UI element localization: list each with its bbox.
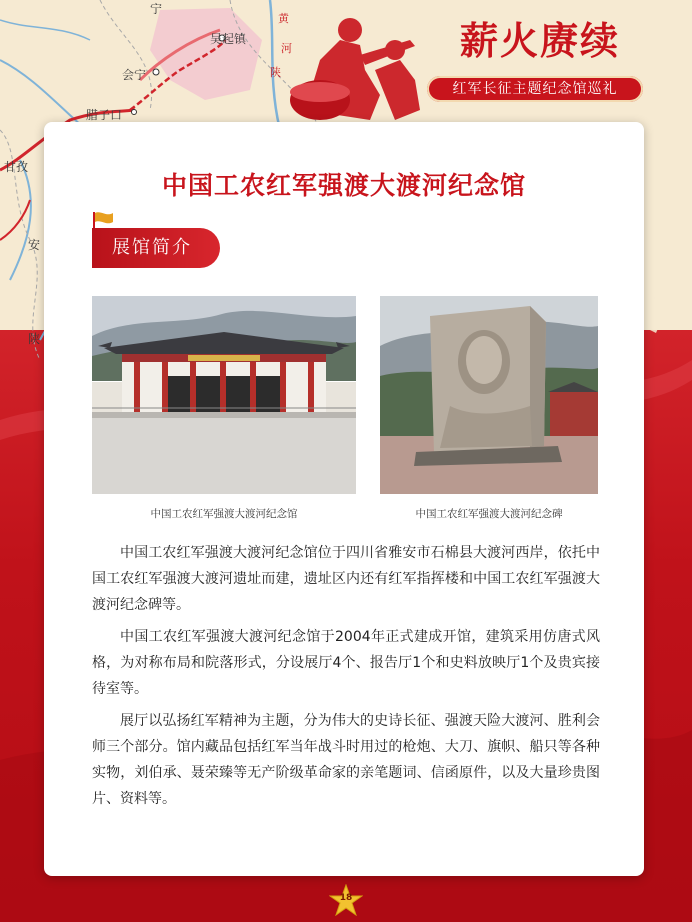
monument-photo (380, 296, 598, 494)
paragraph: 展厅以弘扬红军精神为主题，分为伟大的史诗长征、强渡天险大渡河、胜利会师三个部分。馆内藏品包括红军当年战斗时用过的枪炮、大刀、旗帜、船只等各种实物，刘伯承、聂荣臻等无产阶级革命家的亲笔题词、信函原件，以及大量珍贵图片、资料等。 (92, 713, 600, 807)
map-label: 甘孜 (4, 160, 29, 174)
photo-caption: 中国工农红军强渡大渡河纪念馆 (150, 508, 298, 520)
map-label: 黄 (278, 12, 289, 25)
content-card (44, 122, 644, 876)
page-number (329, 884, 363, 916)
map-label: 陕 (270, 66, 281, 79)
map-label: 河 (281, 42, 292, 55)
memorial-hall-photo (92, 296, 356, 494)
paragraph: 中国工农红军强渡大渡河纪念馆位于四川省雅安市石棉县大渡河西岸，依托中国工农红军强渡大渡河遗址而建，遗址区内还有红军指挥楼和中国工农红军强渡大渡河纪念碑等。 (92, 545, 600, 613)
map-label: 安 (28, 238, 41, 252)
series-subtitle: 红军长征主题纪念馆巡礼 (427, 76, 643, 102)
paragraph: 中国工农红军强渡大渡河纪念馆于2004年正式建成开馆，建筑采用仿唐式风格，为对称布局和院落形式，分设展厅4个、报告厅1个和史料放映厅1个及贵宾接待室等。 (92, 629, 600, 697)
map-label: 腊子口 (86, 108, 123, 122)
photo-caption: 中国工农红军强渡大渡河纪念碑 (415, 508, 563, 520)
map-label: 陕 (28, 332, 41, 346)
page-title: 中国工农红军强渡大渡河纪念馆 (161, 171, 526, 200)
series-title: 薪火赓续 (459, 18, 620, 63)
article-body (92, 540, 600, 818)
page-number-label: 18 (339, 893, 353, 903)
map-label: 宁 (150, 2, 163, 16)
map-label: 会宁 (122, 68, 147, 82)
map-label: 吴起镇 (210, 32, 247, 46)
section-heading: 展馆简介 (92, 228, 220, 268)
